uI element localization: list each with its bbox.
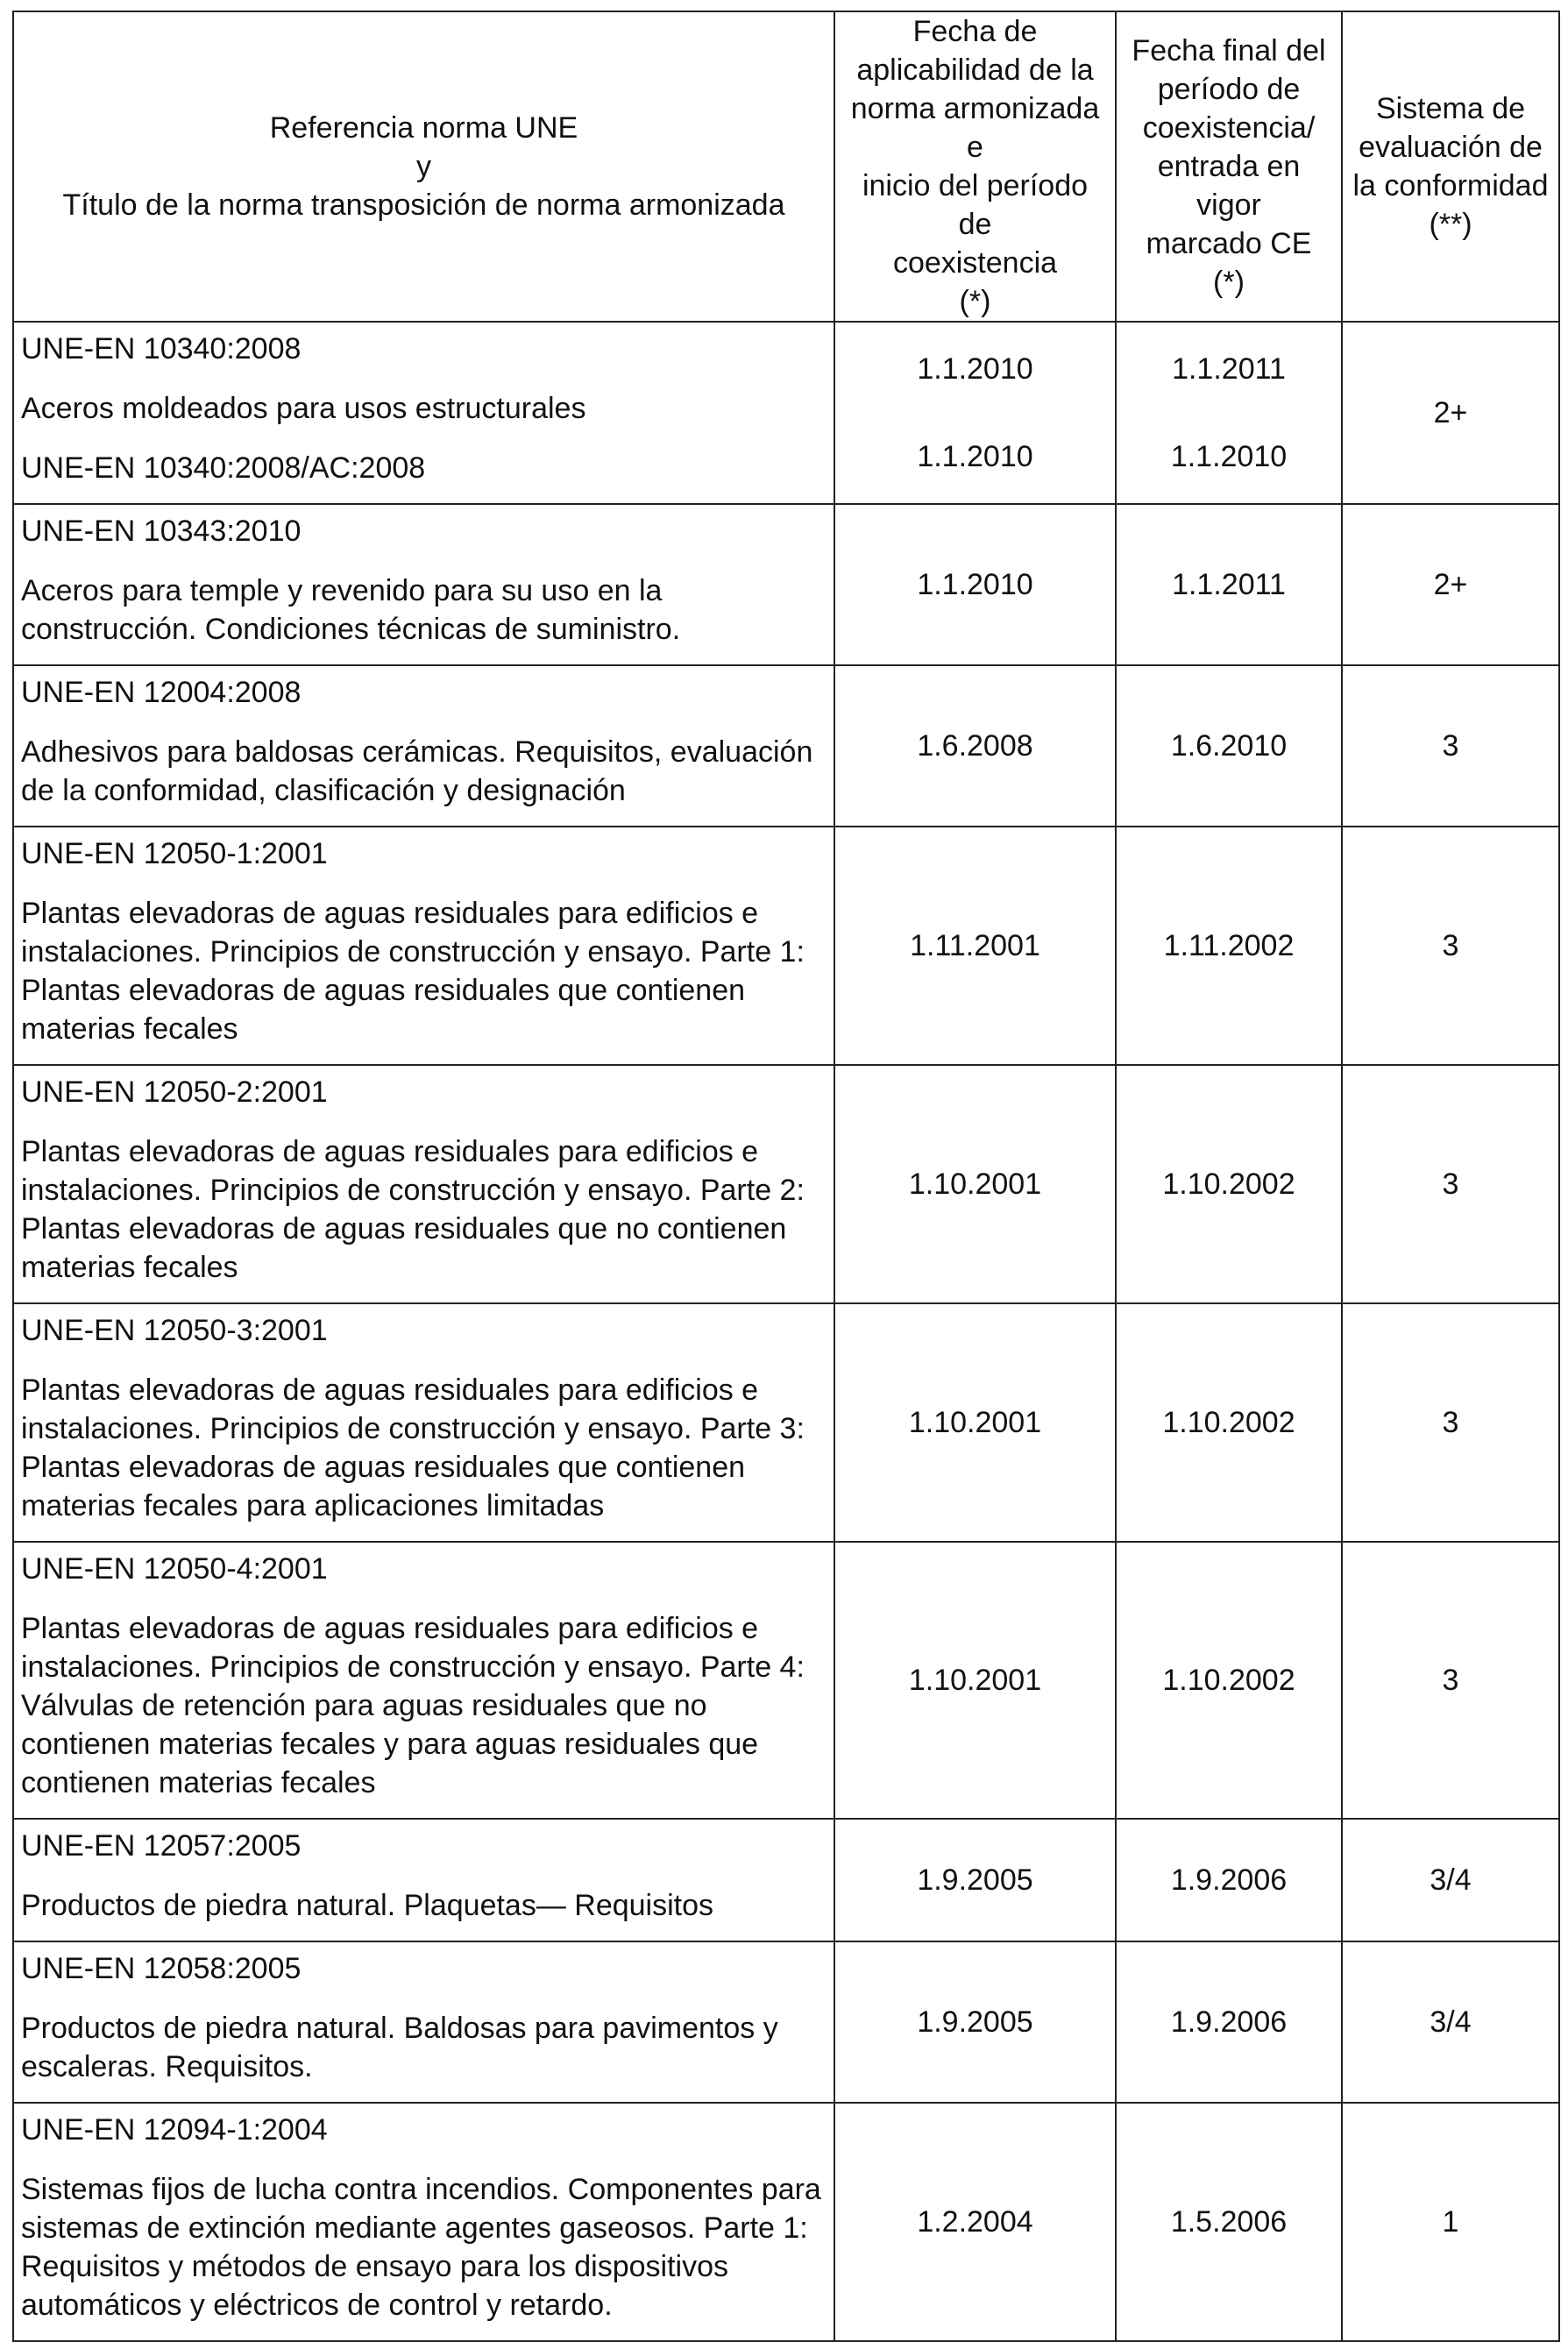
- header-line: norma armonizada e: [850, 92, 1100, 164]
- header-line: período de: [1157, 73, 1301, 106]
- header-end-coexistence-date: [1116, 11, 1342, 322]
- standard-code: UNE-EN 12057:2005: [21, 1829, 302, 1863]
- table-row: [13, 1542, 1559, 1819]
- end-coexistence-date-cell: [1116, 322, 1342, 504]
- standard-code: UNE-EN 12050-3:2001: [21, 1314, 328, 1347]
- header-line: evaluación de: [1359, 131, 1543, 164]
- header-conformity-system: [1342, 11, 1559, 322]
- applicability-date-cell: [834, 322, 1116, 504]
- standard-title: Adhesivos para baldosas cerámicas. Requisitos, evaluación de la conformidad, clasificación y designación: [21, 735, 813, 807]
- standard-title: Sistemas fijos de lucha contra incendios. Componentes para sistemas de extinción mediante agentes gaseosos. Parte 1: Requisitos y métodos de ensayo para los dispositivos automáticos y eléctricos de control y retardo.: [21, 2173, 821, 2322]
- reference-cell: [13, 504, 834, 665]
- standard-code: UNE-EN 12058:2005: [21, 1952, 302, 1985]
- standard-title: Plantas elevadoras de aguas residuales para edificios e instalaciones. Principios de construcción y ensayo. Parte 1: Plantas elevadoras de aguas residuales que contienen materias fecales: [21, 897, 805, 1046]
- standard-code: UNE-EN 12050-4:2001: [21, 1552, 328, 1586]
- conformity-system-cell: 2+: [1342, 322, 1559, 504]
- reference-cell: [13, 1941, 834, 2103]
- reference-cell: [13, 1065, 834, 1303]
- header-line: (**): [1429, 208, 1472, 241]
- end-coexistence-date-amendment: 1.1.2010: [1170, 440, 1288, 473]
- header-line: coexistencia: [892, 246, 1058, 280]
- harmonized-standards-table: [12, 11, 1560, 2342]
- end-coexistence-date-cell: 1.9.2006: [1116, 1941, 1342, 2103]
- header-line: coexistencia/: [1142, 111, 1316, 145]
- header-line: Referencia norma UNE: [269, 111, 578, 145]
- header-line: inicio del período de: [862, 169, 1089, 241]
- applicability-date-cell: 1.1.2010: [834, 504, 1116, 665]
- table-header-row: [13, 11, 1559, 322]
- table-row: [13, 2103, 1559, 2341]
- applicability-date: 1.1.2010: [917, 352, 1033, 386]
- standard-code: UNE-EN 12004:2008: [21, 676, 302, 709]
- reference-cell: [13, 2103, 834, 2341]
- header-line: marcado CE: [1146, 227, 1312, 260]
- table-row: [13, 322, 1559, 504]
- applicability-date-cell: 1.10.2001: [834, 1065, 1116, 1303]
- table-row: [13, 1065, 1559, 1303]
- end-coexistence-date-cell: 1.10.2002: [1116, 1542, 1342, 1819]
- conformity-system-cell: 2+: [1342, 504, 1559, 665]
- standard-code: UNE-EN 12094-1:2004: [21, 2113, 328, 2147]
- header-applicability-date: [834, 11, 1116, 322]
- applicability-date-cell: 1.10.2001: [834, 1303, 1116, 1542]
- conformity-system-cell: 3: [1342, 1542, 1559, 1819]
- conformity-system-cell: 3: [1342, 827, 1559, 1065]
- standard-code: UNE-EN 10343:2010: [21, 515, 302, 548]
- conformity-system-cell: 3: [1342, 665, 1559, 827]
- table-row: [13, 1819, 1559, 1941]
- applicability-date-cell: 1.6.2008: [834, 665, 1116, 827]
- standard-title: Plantas elevadoras de aguas residuales para edificios e instalaciones. Principios de construcción y ensayo. Parte 4: Válvulas de retención para aguas residuales que no contienen materias fecales y para aguas residuales que contienen materias fecales: [21, 1612, 805, 1799]
- applicability-date-cell: 1.11.2001: [834, 827, 1116, 1065]
- reference-cell: [13, 665, 834, 827]
- reference-cell: [13, 322, 834, 504]
- header-line: y: [416, 150, 431, 183]
- end-coexistence-date-cell: 1.1.2011: [1116, 504, 1342, 665]
- standard-title: Aceros moldeados para usos estructurales: [21, 392, 586, 425]
- conformity-system-cell: 3: [1342, 1065, 1559, 1303]
- standard-title: Plantas elevadoras de aguas residuales para edificios e instalaciones. Principios de construcción y ensayo. Parte 2: Plantas elevadoras de aguas residuales que no contienen materias fecales: [21, 1135, 805, 1284]
- reference-cell: [13, 827, 834, 1065]
- table-row: [13, 1303, 1559, 1542]
- applicability-date-cell: 1.9.2005: [834, 1941, 1116, 2103]
- end-coexistence-date-cell: 1.9.2006: [1116, 1819, 1342, 1941]
- table-row: [13, 665, 1559, 827]
- standard-code: UNE-EN 10340:2008: [21, 332, 302, 365]
- header-line: aplicabilidad de la: [856, 53, 1094, 87]
- end-coexistence-date-cell: 1.10.2002: [1116, 1303, 1342, 1542]
- conformity-system-cell: 3/4: [1342, 1819, 1559, 1941]
- reference-cell: [13, 1542, 834, 1819]
- conformity-system-cell: 3/4: [1342, 1941, 1559, 2103]
- conformity-system-cell: 1: [1342, 2103, 1559, 2341]
- end-coexistence-date-cell: 1.10.2002: [1116, 1065, 1342, 1303]
- standard-title: Productos de piedra natural. Plaquetas— Requisitos: [21, 1889, 714, 1922]
- standards-table-page: [12, 11, 1558, 2342]
- reference-cell: [13, 1819, 834, 1941]
- header-line: Fecha de: [912, 15, 1038, 48]
- end-coexistence-date-cell: 1.6.2010: [1116, 665, 1342, 827]
- header-line: la conformidad: [1352, 169, 1549, 202]
- header-line: entrada en vigor: [1157, 150, 1301, 222]
- header-line: (*): [959, 285, 991, 318]
- table-row: [13, 1941, 1559, 2103]
- standard-title: Productos de piedra natural. Baldosas para pavimentos y escaleras. Requisitos.: [21, 2012, 778, 2083]
- header-line: Título de la norma transposición de norma armonizada: [62, 188, 785, 222]
- applicability-date-cell: 1.10.2001: [834, 1542, 1116, 1819]
- header-reference-title: [13, 11, 834, 322]
- table-row: [13, 827, 1559, 1065]
- standard-code: UNE-EN 12050-2:2001: [21, 1075, 328, 1109]
- end-coexistence-date-cell: 1.11.2002: [1116, 827, 1342, 1065]
- header-line: Sistema de: [1375, 92, 1526, 125]
- reference-cell: [13, 1303, 834, 1542]
- end-coexistence-date: 1.1.2011: [1172, 352, 1286, 386]
- standard-amendment-code: UNE-EN 10340:2008/AC:2008: [21, 451, 426, 485]
- standard-code: UNE-EN 12050-1:2001: [21, 837, 328, 870]
- conformity-system-cell: 3: [1342, 1303, 1559, 1542]
- applicability-date-cell: 1.2.2004: [834, 2103, 1116, 2341]
- table-row: [13, 504, 1559, 665]
- applicability-date-cell: 1.9.2005: [834, 1819, 1116, 1941]
- header-line: Fecha final del: [1132, 34, 1326, 67]
- end-coexistence-date-cell: 1.5.2006: [1116, 2103, 1342, 2341]
- applicability-date-amendment: 1.1.2010: [917, 440, 1033, 473]
- standard-title: Plantas elevadoras de aguas residuales para edificios e instalaciones. Principios de construcción y ensayo. Parte 3: Plantas elevadoras de aguas residuales que contienen materias fecales para aplicaciones limitadas: [21, 1373, 805, 1522]
- header-line: (*): [1213, 266, 1245, 299]
- standard-title: Aceros para temple y revenido para su uso en la construcción. Condiciones técnicas de suministro.: [21, 574, 681, 646]
